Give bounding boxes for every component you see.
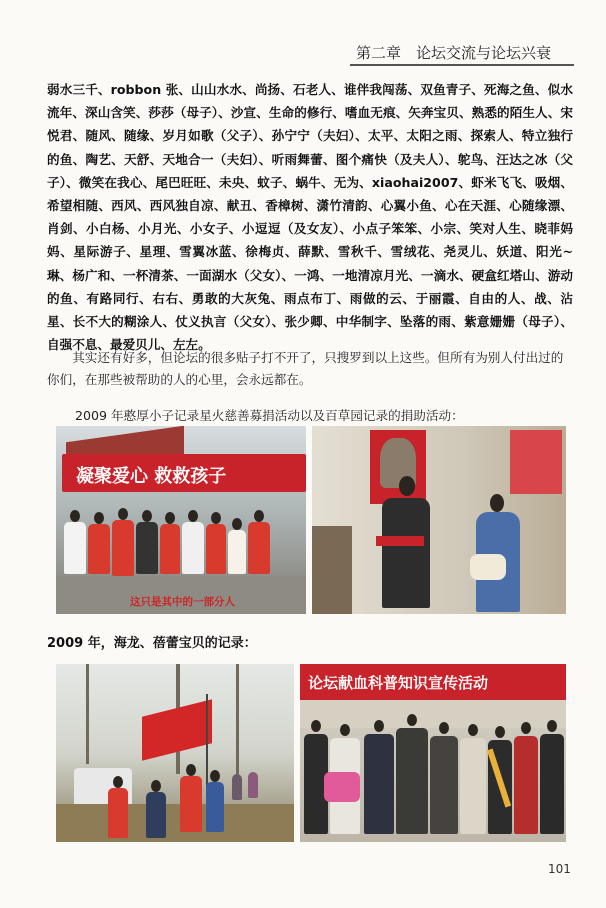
pink-bag <box>324 772 360 802</box>
photo-blood-donation-group <box>300 664 566 842</box>
person <box>160 524 180 574</box>
red-banner <box>300 664 566 700</box>
portrait-frame <box>370 430 426 504</box>
person <box>112 520 134 576</box>
person-head <box>490 494 504 512</box>
person-head <box>399 476 415 496</box>
tree-trunk <box>236 664 239 784</box>
handbag <box>470 554 506 580</box>
photo-outdoor-march <box>56 664 294 842</box>
person <box>540 734 564 834</box>
person-head <box>439 722 449 734</box>
wall-poster <box>510 430 562 494</box>
person <box>248 772 258 798</box>
person <box>430 736 458 834</box>
dirt-road <box>56 804 294 842</box>
person <box>206 782 224 832</box>
person-head <box>407 714 417 726</box>
photo-donation-group <box>56 426 306 614</box>
person-head <box>188 510 198 522</box>
header-rule <box>350 64 574 66</box>
person-head <box>210 770 220 782</box>
flag-pole <box>206 694 208 794</box>
furniture <box>312 526 352 614</box>
person-head <box>165 512 175 524</box>
person <box>514 736 538 834</box>
person <box>248 522 270 574</box>
person-head <box>521 722 531 734</box>
red-flag <box>142 699 212 760</box>
red-banner <box>62 454 306 492</box>
person-head <box>94 512 104 524</box>
person-head <box>186 764 196 776</box>
chapter-header: 第二章 论坛交流与论坛兴衰 <box>356 44 552 62</box>
person <box>228 530 246 574</box>
person <box>206 524 226 574</box>
man-in-black <box>382 498 430 608</box>
person <box>460 738 486 834</box>
person <box>232 774 242 800</box>
person-head <box>547 720 557 732</box>
person-head <box>468 724 478 736</box>
person-head <box>254 510 264 522</box>
body-paragraph: 其实还有好多，但论坛的很多贴子打不开了，只搜罗到以上这些。但所有为别人付出过的你们，在那些被帮助的人的心里，会永远都在。 <box>47 350 564 387</box>
person <box>396 728 428 834</box>
person <box>88 524 110 574</box>
red-envelope <box>376 536 424 546</box>
photo-indoor-handover <box>312 426 566 614</box>
photo-caption-2009-records: 2009 年，海龙、蓓蕾宝贝的记录： <box>47 636 257 651</box>
person-head <box>70 510 80 522</box>
person-head <box>151 780 161 792</box>
photo-caption-2009-donation: 2009 年憨厚小子记录星火慈善募捐活动以及百草园记录的捐助活动： <box>75 408 464 423</box>
person-head <box>118 508 128 520</box>
person-head <box>311 720 321 732</box>
person-head <box>142 510 152 522</box>
banner-text: 凝聚爱心 救救孩子 <box>76 466 227 487</box>
person <box>182 522 204 574</box>
person <box>136 522 158 574</box>
person <box>364 734 394 834</box>
person <box>146 792 166 838</box>
person-head <box>232 518 242 530</box>
tree-trunk <box>86 664 89 764</box>
page-number: 101 <box>548 862 571 876</box>
banner-text: 论坛献血科普知识宣传活动 <box>308 674 489 692</box>
person <box>108 788 128 838</box>
person <box>180 776 202 832</box>
person-head <box>495 726 505 738</box>
names-paragraph: 弱水三千、robbon 张、山山水水、尚扬、石老人、谁伴我闯荡、双鱼青子、死海之鱼、似水流年、深山含笑、莎莎（母子）、沙宣、生命的修行、嗜血无痕、矢奔宝贝、熟悉的陌生人、宋悦君、随风、随缘、岁月如歌（父子）、孙宁宁（夫妇）、太平、太阳之雨、探索人、特立独行的鱼、陶艺、天舒、天地合一（夫妇）、听雨舞蕾、图个痛快（及夫人）、鸵鸟、汪达之冰（父子）、微笑在我心、尾巴旺旺、未央、蚊子、蜗牛、无为、xiaohai2007、虾米飞飞、吸烟、希望相随、西风、西风独自凉、献丑、香樟树、潇竹清韵、心翼小鱼、心在天涯、心随缘漂、肖剑、小白杨、小月光、小女子、小逗逗（及女友）、小点子笨笨、小宗、笑对人生、晓菲妈妈、星际游子、星理、雪翼冰蓝、徐梅贞、薛默、雪秋千、雪绒花、尧灵儿、妖道、阳光~琳、杨广和、一杯清茶、一面湖水（父女）、一鸿、一地清凉月光、一滴水、硬盒红塔山、游动的鱼、有路同行、右右、勇敢的大灰兔、雨点布丁、雨做的云、于丽霞、自由的人、战、沾星、长不大的糊涂人、仗义执言（父女）、张少卿、中华制字、坠落的雨、紫意姗姗（母子）、自强不息、最爱贝儿、左左。 <box>47 82 573 353</box>
person-head <box>340 724 350 736</box>
person <box>64 522 86 574</box>
person-head <box>374 720 384 732</box>
photo-overlay-caption: 这只是其中的一部分人 <box>130 596 235 608</box>
person-head <box>211 512 221 524</box>
person-head <box>113 776 123 788</box>
